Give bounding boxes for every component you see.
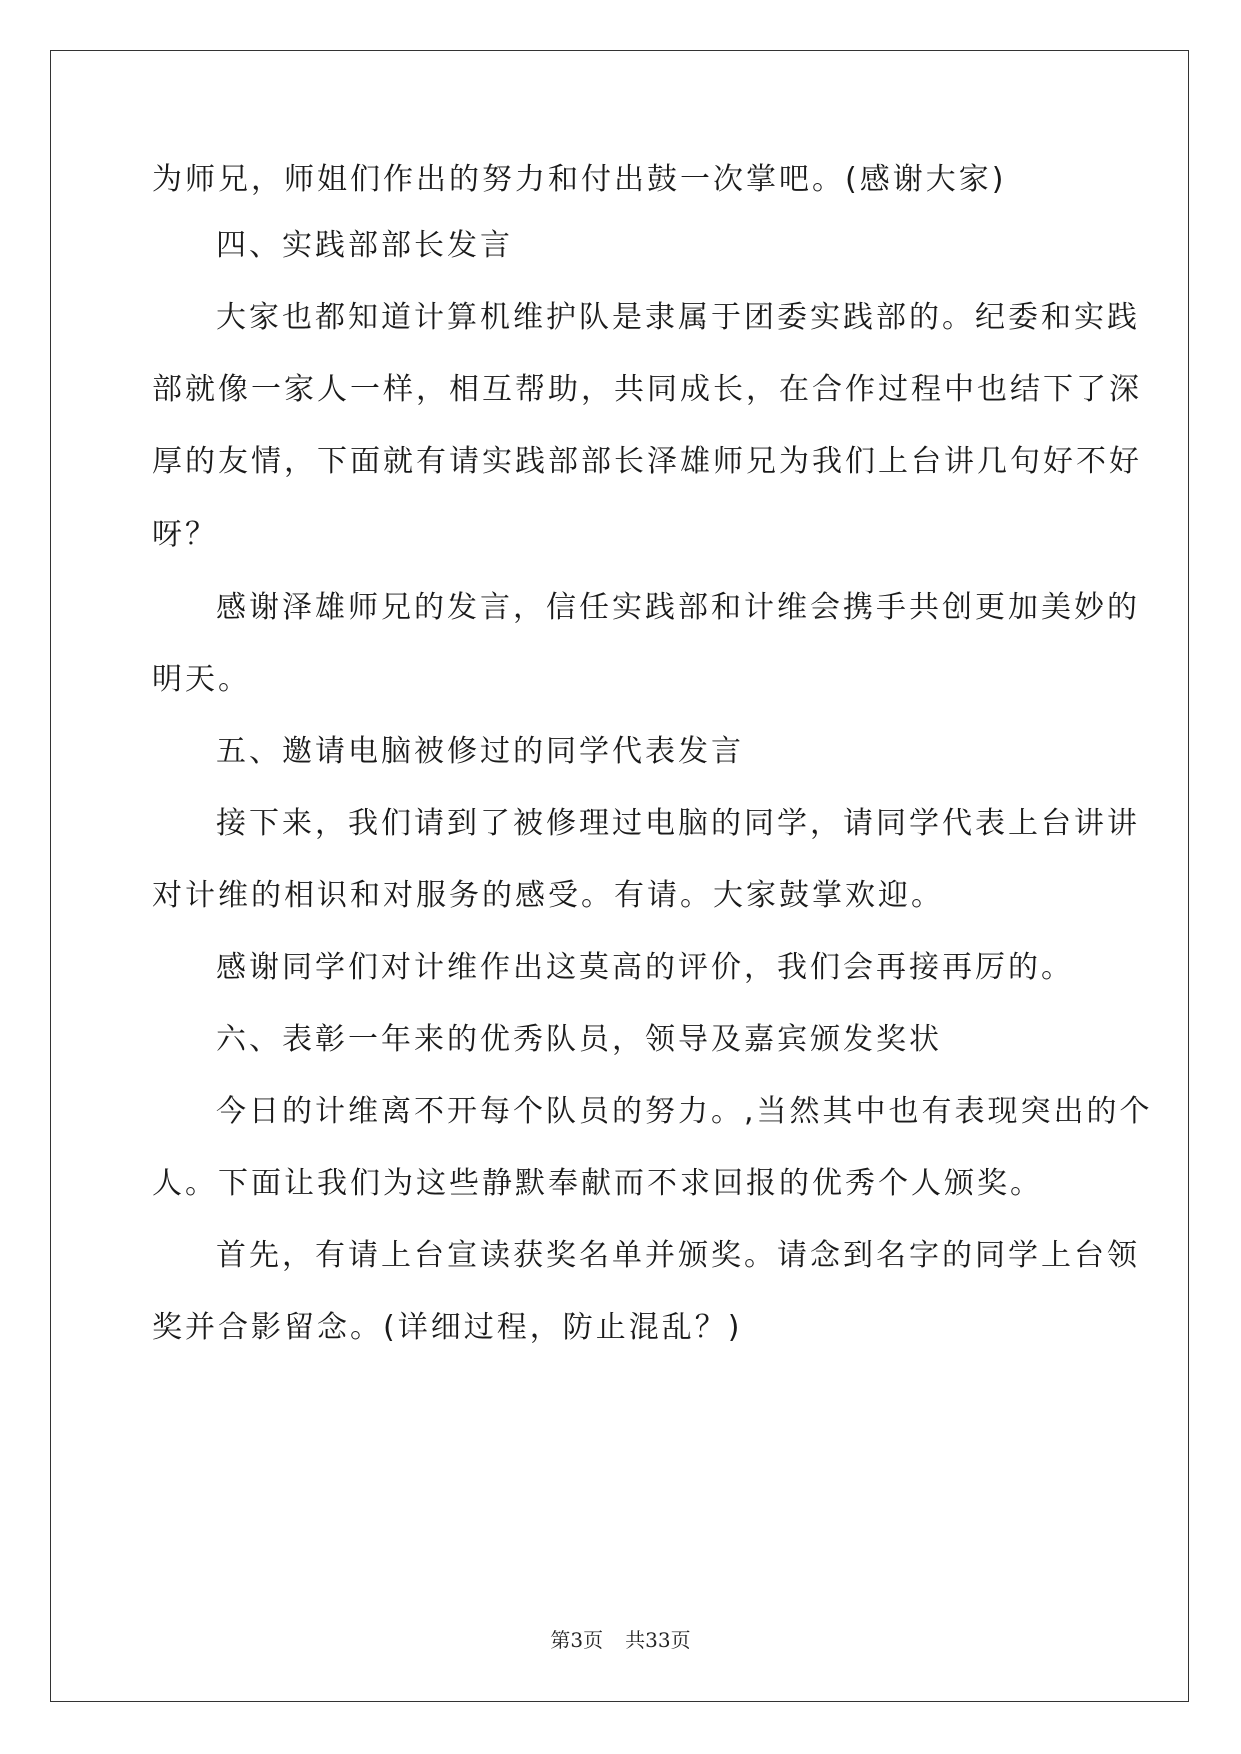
paragraph-line: 呀？ bbox=[152, 517, 218, 552]
paragraph-line: 厚的友情，下面就有请实践部部长泽雄师兄为我们上台讲几句好不好 bbox=[152, 444, 1142, 479]
page-total: 共33页 bbox=[625, 1628, 691, 1652]
paragraph-line: 人。下面让我们为这些静默奉献而不求回报的优秀个人颁奖。 bbox=[152, 1166, 1043, 1201]
section-heading: 四、实践部部长发言 bbox=[216, 228, 513, 263]
paragraph-line: 接下来，我们请到了被修理过电脑的同学，请同学代表上台讲讲 bbox=[216, 806, 1140, 841]
paragraph-line: 首先，有请上台宣读获奖名单并颁奖。请念到名字的同学上台领 bbox=[216, 1238, 1140, 1273]
paragraph-line: 感谢泽雄师兄的发言，信任实践部和计维会携手共创更加美妙的 bbox=[216, 590, 1140, 625]
paragraph-line: 为师兄，师姐们作出的努力和付出鼓一次掌吧。(感谢大家) bbox=[152, 162, 1007, 197]
section-heading: 六、表彰一年来的优秀队员，领导及嘉宾颁发奖状 bbox=[216, 1022, 942, 1057]
paragraph-line: 今日的计维离不开每个队员的努力。,当然其中也有表现突出的个 bbox=[216, 1094, 1153, 1129]
paragraph-line: 部就像一家人一样，相互帮助，共同成长，在合作过程中也结下了深 bbox=[152, 372, 1142, 407]
paragraph-line: 明天。 bbox=[152, 662, 251, 697]
section-heading: 五、邀请电脑被修过的同学代表发言 bbox=[216, 734, 744, 769]
paragraph-line: 大家也都知道计算机维护队是隶属于团委实践部的。纪委和实践 bbox=[216, 300, 1140, 335]
page-number: 第3页 bbox=[550, 1628, 604, 1652]
paragraph-line: 奖并合影留念。(详细过程，防止混乱？) bbox=[152, 1310, 743, 1345]
paragraph-line: 对计维的相识和对服务的感受。有请。大家鼓掌欢迎。 bbox=[152, 878, 944, 913]
paragraph-line: 感谢同学们对计维作出这莫高的评价，我们会再接再厉的。 bbox=[216, 950, 1074, 985]
page-footer bbox=[0, 1628, 1241, 1652]
